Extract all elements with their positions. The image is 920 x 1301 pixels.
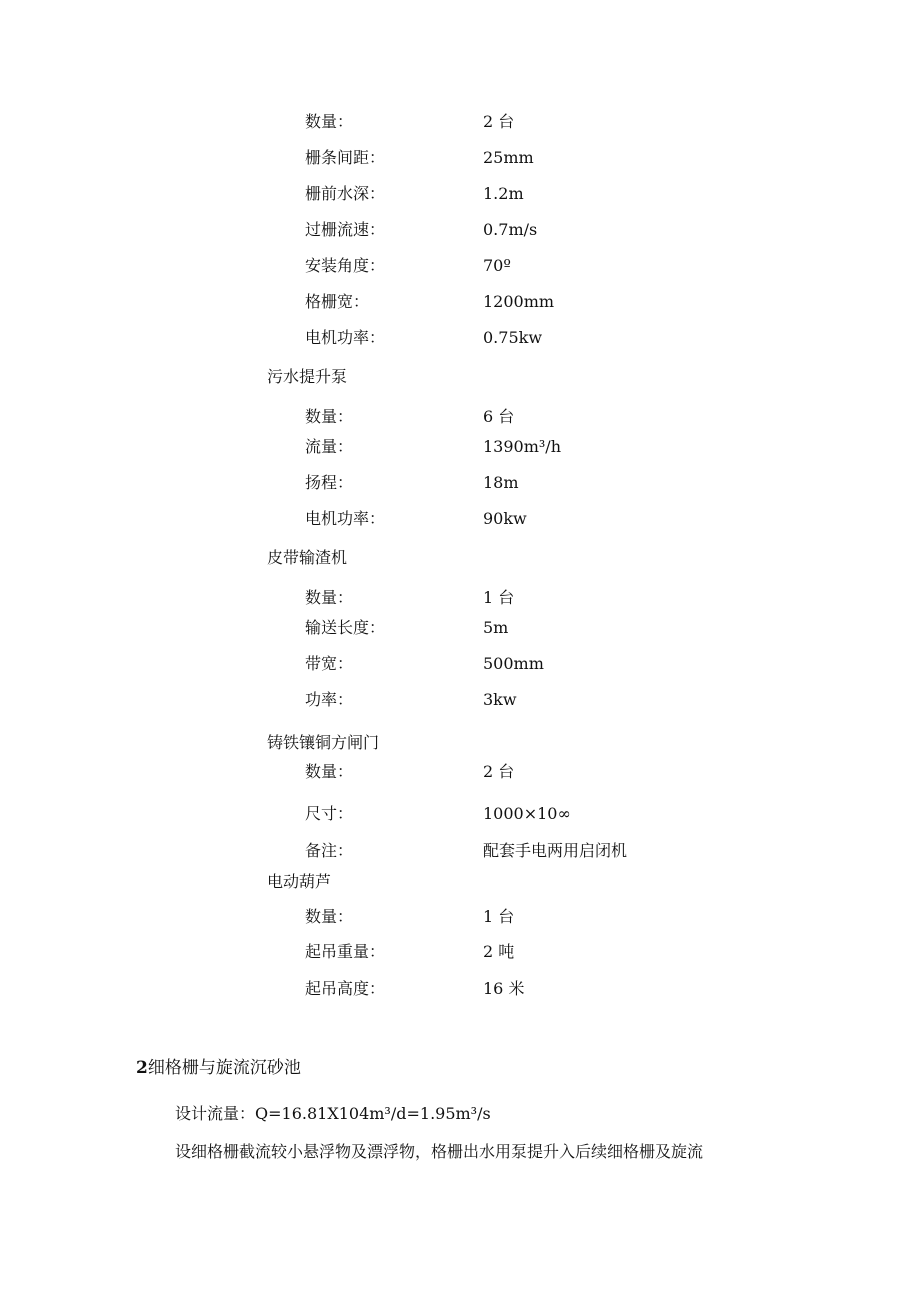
equipment-group-title: 皮带输渣机 [267,548,348,567]
spec-label: 电机功率： [305,328,386,347]
spec-value: 配套手电两用启闭机 [483,841,628,860]
spec-value: 5m [483,618,509,637]
spec-label: 尺寸： [305,804,354,823]
spec-value: 70º [483,256,511,275]
spec-label: 扬程： [305,473,354,492]
equipment-group-title: 电动葫芦 [267,872,332,891]
equipment-group-title: 铸铁镶铜方闸门 [267,733,380,752]
spec-label: 数量： [305,907,354,926]
spec-value: 90kw [483,509,527,528]
paragraph-design-flow: 设计流量：Q=16.81X104m³/d=1.95m³/s [175,1104,491,1123]
spec-label: 功率： [305,690,354,709]
spec-value: 2 台 [483,112,515,131]
spec-label: 数量： [305,588,354,607]
spec-value: 500mm [483,654,544,673]
spec-value: 0.75kw [483,328,543,347]
spec-value: 1390m³/h [483,437,561,456]
spec-value: 1.2m [483,184,524,203]
spec-value: 1 台 [483,588,515,607]
section-title: 细格栅与旋流沉砂池 [147,1058,301,1078]
spec-label: 起吊重量： [305,942,386,961]
spec-value: 16 米 [483,979,525,998]
section-heading [136,1058,301,1078]
spec-label: 数量： [305,112,354,131]
equipment-group-title: 污水提升泵 [267,367,348,386]
spec-value: 2 台 [483,762,515,781]
spec-value: 1200mm [483,292,555,311]
spec-value: 6 台 [483,407,515,426]
spec-label: 流量： [305,437,354,456]
spec-label: 安装角度： [305,256,386,275]
spec-value: 3kw [483,690,517,709]
spec-value: 0.7m/s [483,220,538,239]
spec-value: 2 吨 [483,942,515,961]
spec-label: 输送长度： [305,618,386,637]
spec-value: 25mm [483,148,534,167]
spec-label: 带宽： [305,654,354,673]
spec-label: 栅前水深： [305,184,386,203]
spec-value: 1000×10∞ [483,804,571,823]
spec-value: 18m [483,473,519,492]
spec-label: 过栅流速： [305,220,386,239]
spec-label: 格栅宽： [305,292,370,311]
section-number: 2 [136,1058,148,1078]
spec-value: 1 台 [483,907,515,926]
spec-label: 栅条间距： [305,148,386,167]
spec-label: 起吊高度： [305,979,386,998]
spec-label: 电机功率： [305,509,386,528]
spec-label: 数量： [305,762,354,781]
paragraph-description: 设细格栅截流较小悬浮物及漂浮物，格栅出水用泵提升入后续细格栅及旋流 [175,1142,704,1161]
spec-label: 数量： [305,407,354,426]
spec-label: 备注： [305,841,354,860]
